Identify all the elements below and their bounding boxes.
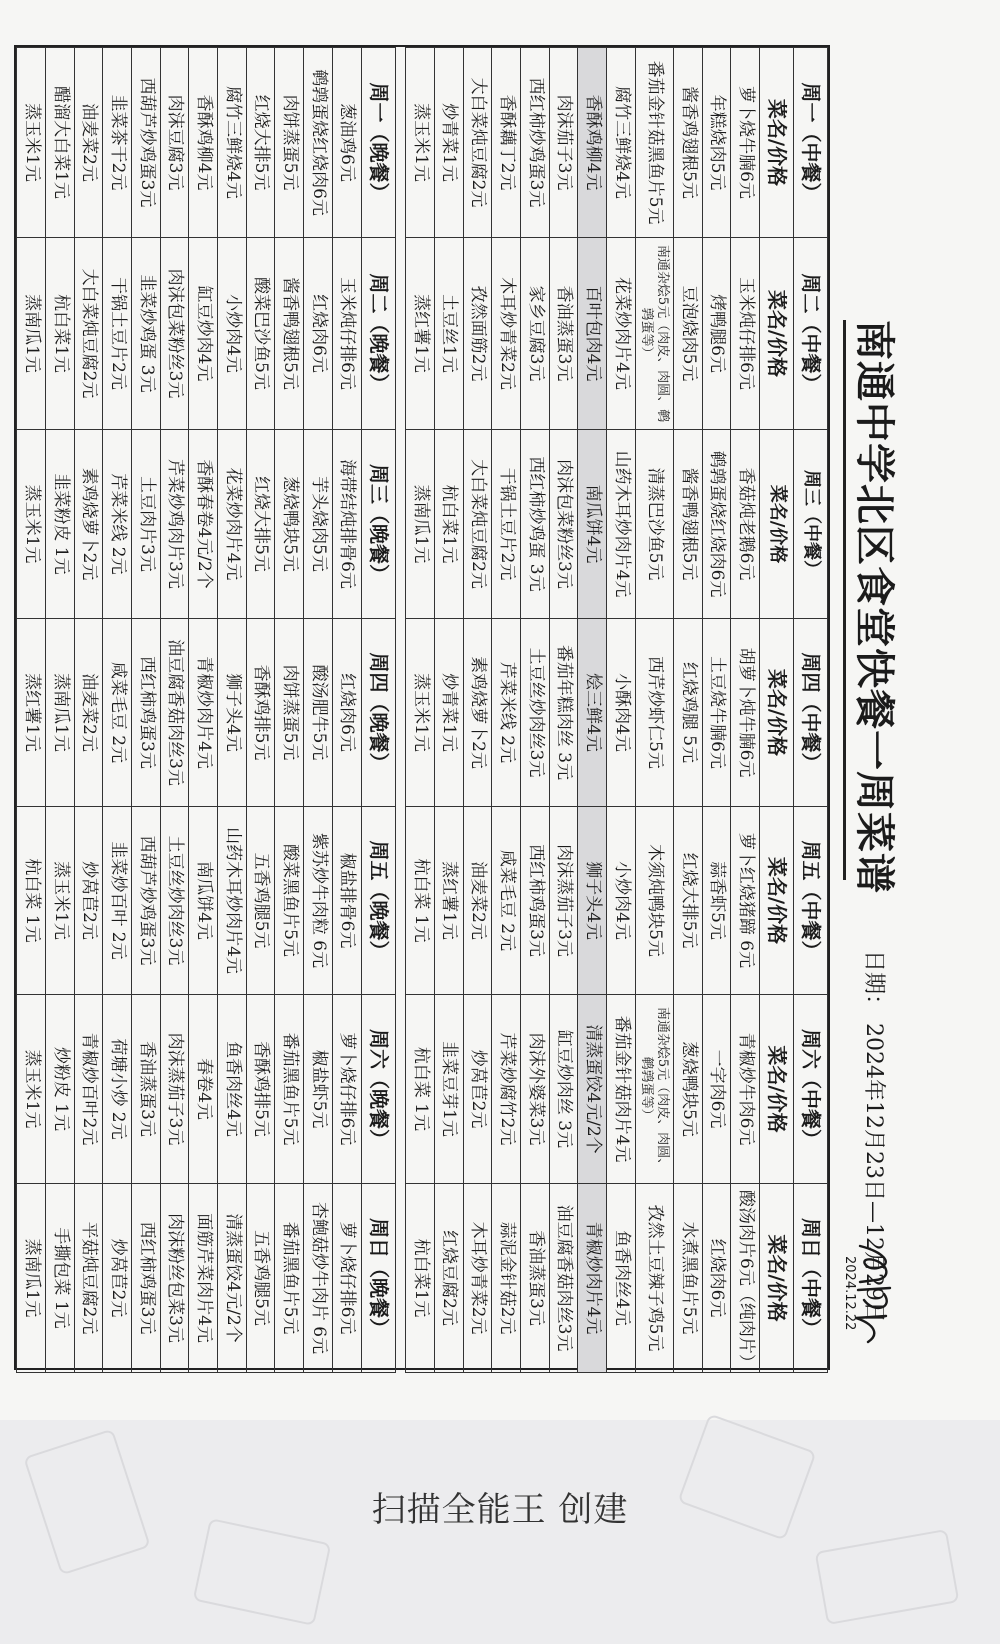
lunch-day-header: 周日（中餐） [794, 1184, 828, 1373]
menu-cell: 花菜炒肉片4元 [607, 238, 636, 430]
menu-cell: 酸汤肥牛5元 [304, 619, 333, 807]
menu-cell: 南通杂烩5元（肉皮、肉圆、鹌鹑蛋等） [635, 995, 673, 1184]
menu-cell: 胡萝卜炖牛腩6元 [731, 619, 760, 807]
divider-cell [395, 995, 406, 1184]
lunch-row [702, 48, 731, 1373]
menu-cell: 杭白菜 1元 [406, 995, 435, 1184]
menu-cell: 烩三鲜4元 [578, 619, 607, 807]
divider-cell [395, 430, 406, 619]
menu-cell: 酱香鸡翅根5元 [673, 48, 702, 238]
menu-cell: 番茄黑鱼片5元 [275, 1184, 304, 1373]
menu-cell: 五香鸡腿5元 [246, 1184, 275, 1373]
menu-cell: 炒青菜1元 [434, 619, 463, 807]
menu-cell: 红烧大排5元 [246, 430, 275, 619]
menu-cell: 杭白菜1元 [434, 430, 463, 619]
lunch-row [406, 48, 435, 1373]
divider-cell [395, 807, 406, 995]
menu-cell: 香酥春卷4元/2个 [189, 430, 218, 619]
menu-cell: 山药木耳炒肉片4元 [607, 430, 636, 619]
lunch-row [520, 48, 549, 1373]
menu-cell: 一字肉6元 [702, 995, 731, 1184]
menu-cell: 鹌鹑蛋烧红烧肉6元 [702, 430, 731, 619]
menu-cell: 烤鸭腿6元 [702, 238, 731, 430]
menu-cell: 土豆丝炒肉丝3元 [520, 619, 549, 807]
menu-cell: 萝卜烧仔排6元 [332, 1184, 361, 1373]
menu-cell: 肉饼蒸蛋5元 [275, 619, 304, 807]
menu-cell: 红烧豆腐2元 [434, 1184, 463, 1373]
menu-cell: 蒸南瓜1元 [406, 430, 435, 619]
menu-cell: 土豆丝1元 [434, 238, 463, 430]
menu-cell: 清蒸巴沙鱼5元 [635, 430, 673, 619]
dinner-row [332, 48, 361, 1373]
menu-cell: 腐竹三鲜烧4元 [607, 48, 636, 238]
menu-cell: 油麦菜2元 [463, 807, 492, 995]
menu-cell: 蒸南瓜1元 [17, 238, 46, 430]
menu-cell: 百叶包肉4元 [578, 238, 607, 430]
menu-cell: 干锅土豆片2元 [103, 238, 132, 430]
menu-cell: 萝卜烧仔排6元 [332, 995, 361, 1184]
dinner-row [74, 48, 103, 1373]
menu-cell: 芹菜米线 2元 [103, 430, 132, 619]
column-subheader: 菜名/价格 [760, 995, 794, 1184]
menu-cell: 青椒炒肉片4元 [578, 1184, 607, 1373]
lunch-subheader-row [760, 48, 794, 1373]
menu-cell: 香酥鸡排5元 [246, 995, 275, 1184]
dinner-row [275, 48, 304, 1373]
menu-cell: 小酥肉4元 [607, 619, 636, 807]
menu-cell: 面筋芹菜肉片4元 [189, 1184, 218, 1373]
menu-cell: 韭菜炒鸡蛋 3元 [132, 238, 161, 430]
menu-cell: 小炒肉4元 [607, 807, 636, 995]
lunch-day-header: 周六（中餐） [794, 995, 828, 1184]
signature-date: 2024.12.22 [842, 1256, 857, 1331]
lunch-day-header-row [794, 48, 828, 1373]
menu-cell: 番茄金针菇黑鱼片5元 [635, 48, 673, 238]
column-subheader: 菜名/价格 [760, 619, 794, 807]
lunch-row [607, 48, 636, 1373]
menu-cell: 肉沫豆腐3元 [160, 48, 189, 238]
signature [844, 1238, 904, 1358]
menu-cell: 杭白菜1元 [406, 1184, 435, 1373]
menu-cell: 南瓜饼4元 [189, 807, 218, 995]
menu-cell: 缸豆炒肉丝 3元 [549, 995, 578, 1184]
menu-cell: 蒸玉米1元 [17, 995, 46, 1184]
menu-cell: 番茄黑鱼片5元 [275, 995, 304, 1184]
menu-cell: 杭白菜 1元 [17, 807, 46, 995]
menu-cell: 番茄金针菇肉片4元 [607, 995, 636, 1184]
dinner-row [46, 48, 75, 1373]
menu-cell: 土豆肉片3元 [132, 430, 161, 619]
menu-cell: 韭菜豆芽1元 [434, 995, 463, 1184]
page-title: 南通中学北区食堂快餐一周菜谱 [843, 320, 902, 880]
lunch-row [549, 48, 578, 1373]
menu-cell: 香酥鸡柳4元 [189, 48, 218, 238]
menu-cell: 蒸南瓜1元 [17, 1184, 46, 1373]
footer-brand: 扫描全能王 创建 [371, 1490, 629, 1530]
menu-cell: 炒青菜1元 [434, 48, 463, 238]
menu-cell: 香酥鸡柳4元 [578, 48, 607, 238]
menu-cell: 紫苏炒牛肉粒 6元 [304, 807, 333, 995]
menu-cell: 手撕包菜 1元 [46, 1184, 75, 1373]
menu-cell: 土豆丝炒肉丝3元 [160, 807, 189, 995]
menu-cell: 蒸南瓜1元 [46, 619, 75, 807]
menu-cell: 家乡豆腐3元 [520, 238, 549, 430]
menu-cell: 孜然土豆辣子鸡5元 [635, 1184, 673, 1373]
menu-cell: 红烧肉6元 [304, 238, 333, 430]
dinner-row [17, 48, 46, 1373]
menu-cell: 杏鲍菇炒牛肉片 6元 [304, 1184, 333, 1373]
menu-cell: 红烧鸡腿 5元 [673, 619, 702, 807]
dinner-row [189, 48, 218, 1373]
menu-cell: 玉米炖仔排6元 [332, 238, 361, 430]
lunch-day-header: 周三（中餐） [794, 430, 828, 619]
lunch-row [463, 48, 492, 1373]
menu-cell: 肉沫包菜粉丝3元 [160, 238, 189, 430]
column-subheader: 菜名/价格 [760, 1184, 794, 1373]
menu-cell: 油麦菜2元 [74, 619, 103, 807]
menu-cell: 蒜泥金针菇2元 [492, 1184, 521, 1373]
menu-cell: 香油蒸蛋3元 [520, 1184, 549, 1373]
menu-cell: 鱼香肉丝4元 [607, 1184, 636, 1373]
menu-cell: 芹菜炒鸡肉片3元 [160, 430, 189, 619]
menu-cell: 蒸玉米1元 [17, 430, 46, 619]
menu-cell: 蒸玉米1元 [46, 807, 75, 995]
menu-cell: 杭白菜 1元 [406, 807, 435, 995]
menu-cell: 缸豆炒肉4元 [189, 238, 218, 430]
dinner-day-header: 周六（晚餐） [361, 995, 395, 1184]
section-divider [395, 48, 406, 1373]
dinner-day-header: 周三（晚餐） [361, 430, 395, 619]
menu-cell: 春卷4元 [189, 995, 218, 1184]
divider-cell [395, 48, 406, 238]
menu-cell: 红烧肉6元 [332, 619, 361, 807]
menu-cell: 荷塘小炒 2元 [103, 995, 132, 1184]
dinner-day-header: 周一（晚餐） [361, 48, 395, 238]
dinner-day-header-row [361, 48, 395, 1373]
column-subheader: 菜名/价格 [760, 48, 794, 238]
menu-cell: 西红柿炒鸡蛋3元 [520, 48, 549, 238]
menu-cell: 西红柿鸡蛋3元 [132, 1184, 161, 1373]
menu-cell: 狮子头4元 [578, 807, 607, 995]
divider-cell [395, 1184, 406, 1373]
dinner-row [218, 48, 247, 1373]
menu-cell: 酱香鸭翅根5元 [275, 238, 304, 430]
menu-cell: 肉沫蒸茄子3元 [160, 995, 189, 1184]
menu-cell: 南通杂烩5元（肉皮、肉圆、鹌鹑蛋等） [635, 238, 673, 430]
menu-cell: 杭白菜1元 [46, 238, 75, 430]
menu-table [14, 45, 830, 1370]
menu-cell: 鱼香肉丝4元 [218, 995, 247, 1184]
menu-cell: 素鸡烧萝卜2元 [463, 619, 492, 807]
menu-cell: 韭菜茶干2元 [103, 48, 132, 238]
dinner-row [246, 48, 275, 1373]
scanner-footer [0, 1420, 1000, 1644]
menu-cell: 蒸红薯1元 [17, 619, 46, 807]
lunch-day-header: 周五（中餐） [794, 807, 828, 995]
menu-cell: 西芹炒虾仁5元 [635, 619, 673, 807]
lunch-row [492, 48, 521, 1373]
menu-cell: 鹌鹑蛋烧红烧肉6元 [304, 48, 333, 238]
menu-cell: 蒸玉米1元 [406, 48, 435, 238]
dinner-row [160, 48, 189, 1373]
menu-cell: 青椒炒牛肉6元 [731, 995, 760, 1184]
menu-cell: 小炒肉4元 [218, 238, 247, 430]
menu-cell: 番茄年糕肉丝 3元 [549, 619, 578, 807]
menu-cell: 炒莴苣2元 [74, 807, 103, 995]
dinner-row [132, 48, 161, 1373]
menu-cell: 腐竹三鲜烧4元 [218, 48, 247, 238]
decor-shape [815, 1529, 960, 1625]
dinner-day-header: 周日（晚餐） [361, 1184, 395, 1373]
menu-cell: 酱香鸭翅根5元 [673, 430, 702, 619]
menu-cell: 肉饼蒸蛋5元 [275, 48, 304, 238]
menu-cell: 酸菜巴沙鱼5元 [246, 238, 275, 430]
menu-cell: 香油蒸蛋3元 [132, 995, 161, 1184]
lunch-day-header: 周二（中餐） [794, 238, 828, 430]
menu-cell: 肉沫粉丝包菜3元 [160, 1184, 189, 1373]
menu-cell: 油豆腐香菇肉丝3元 [549, 1184, 578, 1373]
column-subheader: 菜名/价格 [760, 807, 794, 995]
menu-cell: 清蒸蛋饺4元/2个 [218, 1184, 247, 1373]
divider-cell [395, 238, 406, 430]
menu-cell: 芹菜米线 2元 [492, 619, 521, 807]
dinner-day-header: 周五（晚餐） [361, 807, 395, 995]
menu-cell: 肉沫外婆菜3元 [520, 995, 549, 1184]
menu-cell: 红烧肉6元 [702, 1184, 731, 1373]
menu-cell: 椒盐排骨6元 [332, 807, 361, 995]
menu-cell: 山药木耳炒肉片4元 [218, 807, 247, 995]
menu-cell: 水煮黑鱼片5元 [673, 1184, 702, 1373]
menu-cell: 酸汤肉片6元（纯肉片） [731, 1184, 760, 1373]
menu-cell: 西葫芦炒鸡蛋3元 [132, 48, 161, 238]
menu-cell: 平菇炖豆腐2元 [74, 1184, 103, 1373]
menu-cell: 狮子头4元 [218, 619, 247, 807]
menu-cell: 炒莴苣2元 [463, 995, 492, 1184]
menu-cell: 大白菜炖豆腐2元 [463, 48, 492, 238]
menu-cell: 玉米炖仔排6元 [731, 238, 760, 430]
menu-cell: 酸菜黑鱼片5元 [275, 807, 304, 995]
menu-cell: 香酥藕丁2元 [492, 48, 521, 238]
menu-cell: 红烧大排5元 [673, 807, 702, 995]
menu-cell: 醋溜大白菜1元 [46, 48, 75, 238]
menu-cell: 蒸红薯1元 [434, 807, 463, 995]
menu-cell: 年糕烧肉5元 [702, 48, 731, 238]
menu-cell: 花菜炒肉片4元 [218, 430, 247, 619]
menu-cell: 油豆腐香菇肉丝3元 [160, 619, 189, 807]
lunch-row [635, 48, 673, 1373]
menu-cell: 萝卜红烧猪蹄 6元 [731, 807, 760, 995]
menu-cell: 芋头烧肉5元 [304, 430, 333, 619]
menu-cell: 椒盐虾5元 [304, 995, 333, 1184]
menu-cell: 西葫芦炒鸡蛋3元 [132, 807, 161, 995]
lunch-day-header: 周四（中餐） [794, 619, 828, 807]
menu-cell: 孜然面筋2元 [463, 238, 492, 430]
menu-cell: 木须炖鸭块5元 [635, 807, 673, 995]
dinner-day-header: 周四（晚餐） [361, 619, 395, 807]
date-value: 2024年12月23日—12月29日 [861, 1023, 886, 1323]
menu-cell: 红烧大排5元 [246, 48, 275, 238]
menu-cell: 香油蒸蛋3元 [549, 238, 578, 430]
menu-cell: 萝卜烧牛腩6元 [731, 48, 760, 238]
menu-cell: 蒜香虾5元 [702, 807, 731, 995]
menu-cell: 蒸玉米1元 [17, 48, 46, 238]
menu-cell: 青椒炒肉片4元 [189, 619, 218, 807]
menu-cell: 韭菜炒百叶 2元 [103, 807, 132, 995]
menu-cell: 大白菜炖豆腐2元 [463, 430, 492, 619]
lunch-day-header: 周一（中餐） [794, 48, 828, 238]
column-subheader: 菜名/价格 [760, 238, 794, 430]
menu-cell: 咸菜毛豆 2元 [103, 619, 132, 807]
lunch-row [434, 48, 463, 1373]
menu-cell: 香菇炖老鹅6元 [731, 430, 760, 619]
menu-cell: 豆泡烧肉5元 [673, 238, 702, 430]
menu-cell: 西红柿炒鸡蛋 3元 [520, 430, 549, 619]
menu-sheet [0, 20, 908, 1400]
menu-cell: 大白菜炖豆腐2元 [74, 238, 103, 430]
divider-cell [395, 619, 406, 807]
lunch-row [673, 48, 702, 1373]
menu-cell: 蒸红薯1元 [406, 238, 435, 430]
menu-cell: 香酥鸡排5元 [246, 619, 275, 807]
date-label: 日期： [861, 950, 886, 1017]
menu-cell: 西红柿鸡蛋3元 [520, 807, 549, 995]
menu-cell: 肉沫茄子3元 [549, 48, 578, 238]
menu-cell: 木耳炒青菜2元 [463, 1184, 492, 1373]
menu-cell: 咸菜毛豆 2元 [492, 807, 521, 995]
menu-cell: 南瓜饼4元 [578, 430, 607, 619]
column-subheader: 菜名/价格 [760, 430, 794, 619]
menu-cell: 清蒸蛋饺4元/2个 [578, 995, 607, 1184]
dinner-row [304, 48, 333, 1373]
lunch-row [578, 48, 607, 1373]
menu-cell: 葱油鸡6元 [332, 48, 361, 238]
menu-cell: 素鸡烧萝卜2元 [74, 430, 103, 619]
menu-cell: 西红柿鸡蛋3元 [132, 619, 161, 807]
menu-cell: 韭菜粉皮 1元 [46, 430, 75, 619]
lunch-row [731, 48, 760, 1373]
menu-cell: 木耳炒青菜2元 [492, 238, 521, 430]
menu-cell: 葱烧鸭块5元 [673, 995, 702, 1184]
menu-cell: 芹菜炒腐竹2元 [492, 995, 521, 1184]
menu-cell: 青椒炒百叶2元 [74, 995, 103, 1184]
menu-cell: 土豆烧牛腩6元 [702, 619, 731, 807]
menu-cell: 干锅土豆片2元 [492, 430, 521, 619]
decor-shape [193, 1518, 332, 1626]
menu-cell: 葱烧鸭块5元 [275, 430, 304, 619]
menu-cell: 油麦菜2元 [74, 48, 103, 238]
dinner-day-header: 周二（晚餐） [361, 238, 395, 430]
menu-cell: 炒粉皮 1元 [46, 995, 75, 1184]
dinner-row [103, 48, 132, 1373]
menu-cell: 肉沫包菜粉丝3元 [549, 430, 578, 619]
menu-cell: 蒸玉米1元 [406, 619, 435, 807]
menu-cell: 五香鸡腿5元 [246, 807, 275, 995]
menu-cell: 肉沫蒸茄子3元 [549, 807, 578, 995]
menu-cell: 炒莴苣2元 [103, 1184, 132, 1373]
title-row [838, 20, 908, 1400]
menu-cell: 海带结炖排骨6元 [332, 430, 361, 619]
